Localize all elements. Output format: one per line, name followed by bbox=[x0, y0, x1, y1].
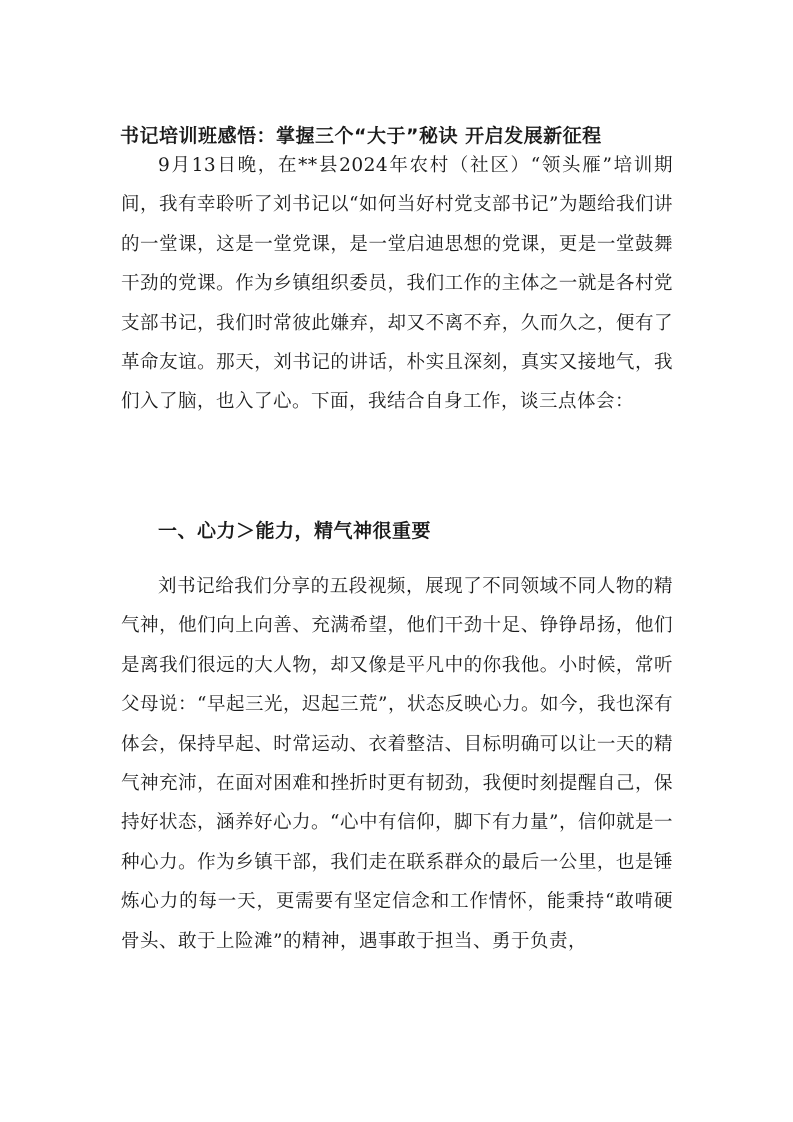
section-heading-1: 一、心力＞能力，精气神很重要 bbox=[158, 520, 432, 542]
paragraph-intro: 9月13日晚，在**县2024年农村（社区）“领头雁”培训期间，我有幸聆听了刘书记以“如何当好村党支部书记”为题给我们讲的一堂课，这是一堂党课，是一堂启迪思想的党课，更是一堂鼓舞干劲的党课。作为乡镇组织委员，我们工作的主体之一就是各村党支部书记，我们时常彼此嫌弃，却又不离不弃，久而久之，便有了革命友谊。那天，刘书记的讲话，朴实且深刻，真实又接地气，我们入了脑，也入了心。下面，我结合自身工作，谈三点体会： bbox=[121, 155, 673, 413]
paragraph-section-1: 刘书记给我们分享的五段视频，展现了不同领域不同人物的精气神，他们向上向善、充满希望，他们干劲十足、铮铮昂扬，他们是离我们很远的大人物，却又像是平凡中的你我他。小时候，常听父母说：“早起三光，迟起三荒”，状态反映心力。如今，我也深有体会，保持早起、时常运动、衣着整洁、目标明确可以让一天的精气神充沛，在面对困难和挫折时更有韧劲，我便时刻提醒自己，保持好状态，涵养好心力。“心中有信仰，脚下有力量”，信仰就是一种心力。作为乡镇干部，我们走在联系群众的最后一公里，也是锤炼心力的每一天，更需要有坚定信念和工作情怀，能秉持“敢啃硬骨头、敢于上险滩”的精神，遇事敢于担当、勇于负责， bbox=[121, 576, 673, 952]
document-title: 书记培训班感悟：掌握三个“大于”秘诀 开启发展新征程 bbox=[120, 125, 602, 147]
